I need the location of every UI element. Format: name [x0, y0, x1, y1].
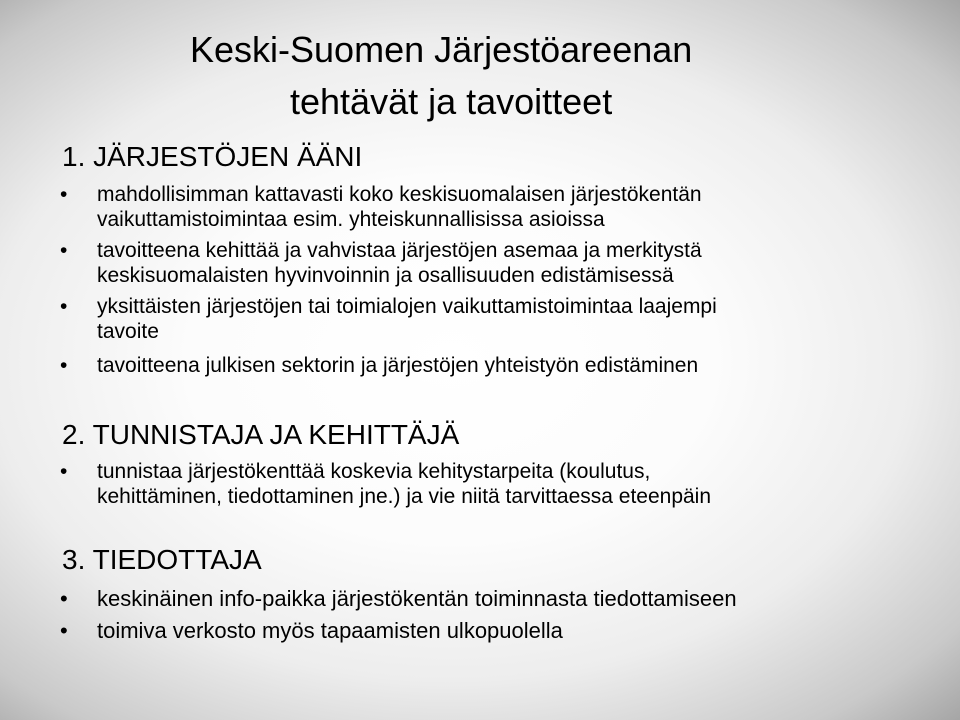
bullet-text: tunnistaa järjestökenttää koskevia kehitystarpeita (koulutus, kehittäminen, tiedottaminen jne.) ja vie niitä tarvittaessa eteenpäin: [97, 460, 712, 508]
slide-title-line-2: tehtävät ja tavoitteet: [290, 81, 613, 122]
list-item: [60, 585, 940, 612]
bullet-icon: •: [60, 586, 68, 611]
list-item: [60, 238, 940, 288]
bullet-text: toimiva verkosto myös tapaamisten ulkopuolella: [97, 618, 563, 643]
bullet-text: yksittäisten järjestöjen tai toimialojen vaikuttamistoimintaa laajempi tavoite: [97, 295, 717, 343]
bullet-icon: •: [60, 183, 68, 206]
list-item: [60, 294, 940, 344]
bullet-icon: •: [60, 239, 68, 262]
list-item: [60, 459, 940, 509]
bullet-icon: •: [60, 295, 68, 318]
bullet-text: mahdollisimman kattavasti koko keskisuomalaisen järjestökentän vaikuttamistoimintaa esim. yhteiskunnallisissa asioissa: [97, 183, 702, 231]
bullet-icon: •: [60, 460, 68, 483]
section-heading-tiedottaja: 3. TIEDOTTAJA: [62, 544, 262, 575]
bullet-text: tavoitteena kehittää ja vahvistaa järjestöjen asemaa ja merkitystä keskisuomalaisten hyvinvoinnin ja osallisuuden edistämisessä: [97, 239, 702, 287]
bullet-icon: •: [60, 618, 68, 643]
list-item: [60, 617, 940, 644]
bullet-icon: •: [60, 354, 68, 377]
list-item: [60, 182, 940, 232]
slide-title-line-1: Keski-Suomen Järjestöareenan: [190, 29, 693, 70]
section-heading-jarjestojen-aani: 1. JÄRJESTÖJEN ÄÄNI: [62, 141, 363, 172]
bullet-text: tavoitteena julkisen sektorin ja järjestöjen yhteistyön edistäminen: [97, 354, 699, 377]
section-heading-tunnistaja-ja-kehittaja: 2. TUNNISTAJA JA KEHITTÄJÄ: [62, 419, 460, 450]
bullet-text: keskinäinen info-paikka järjestökentän toiminnasta tiedottamiseen: [97, 586, 737, 611]
list-item: [60, 353, 940, 378]
